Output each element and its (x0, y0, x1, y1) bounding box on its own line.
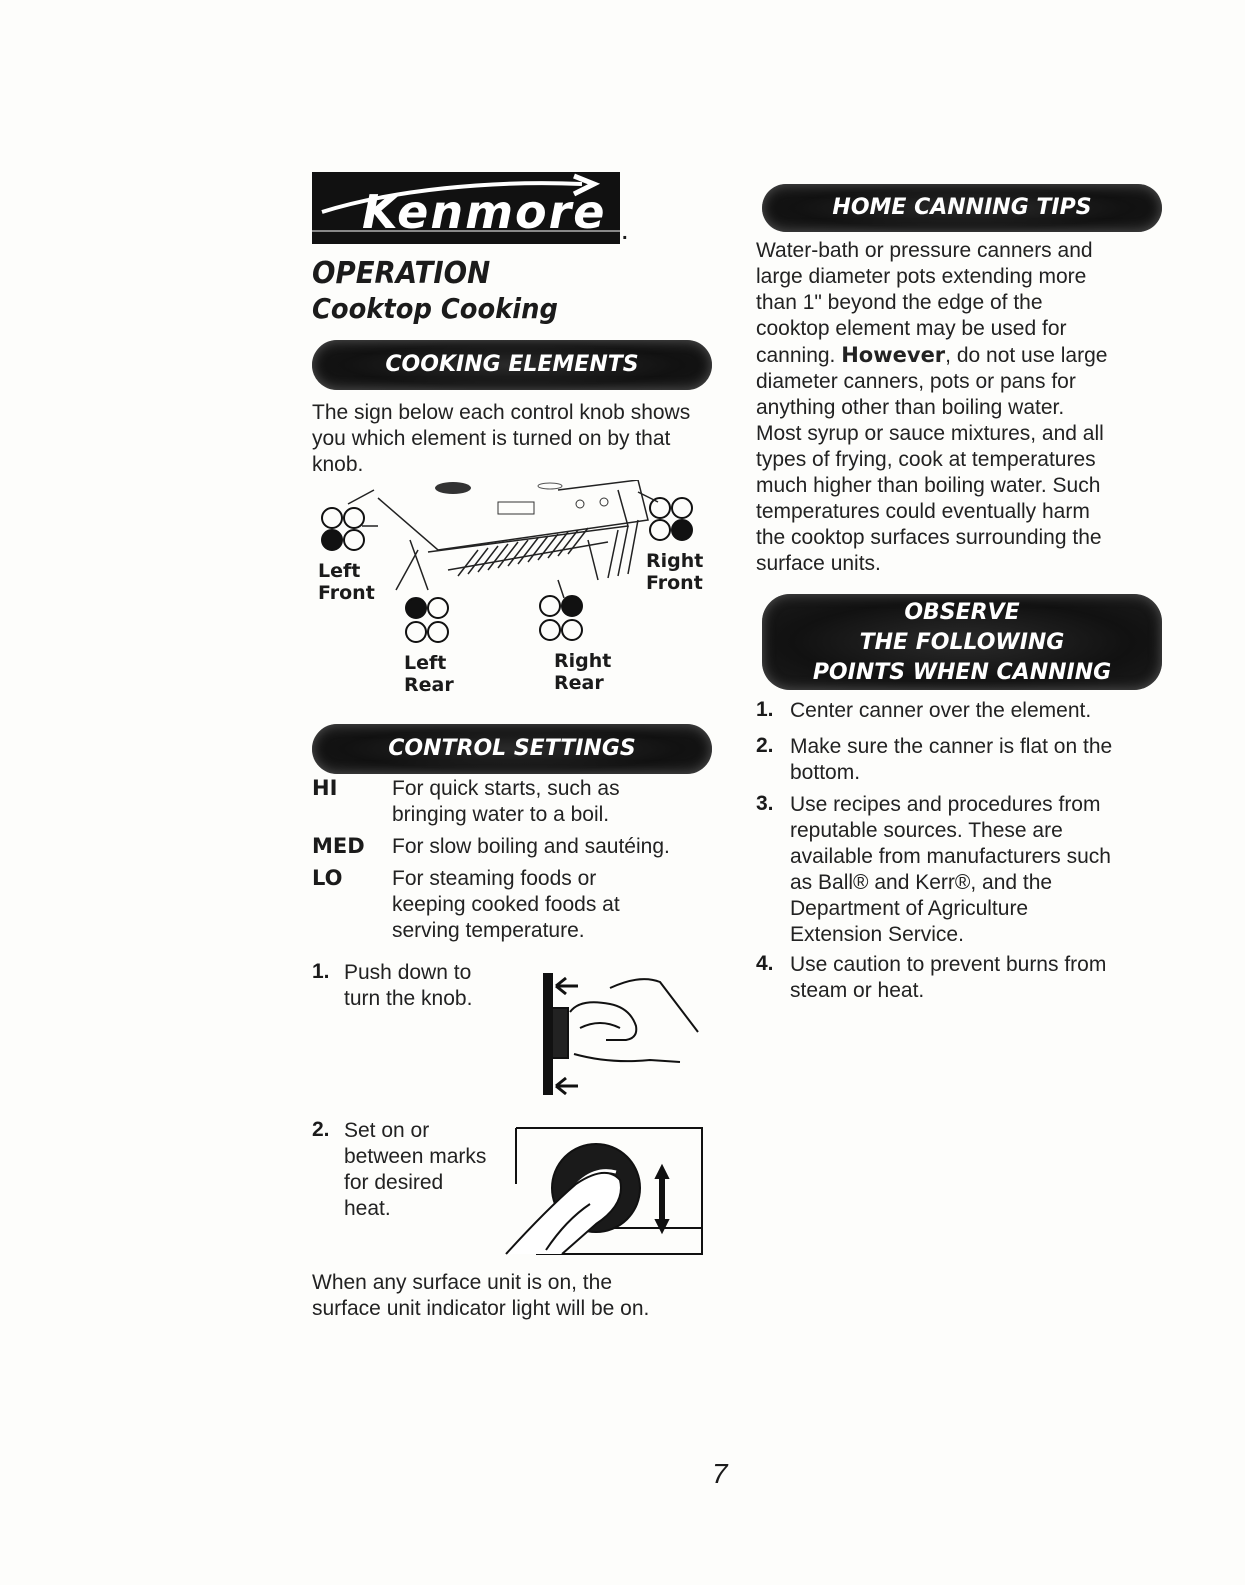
home-canning-line: Water-bath or pressure canners and (756, 239, 1093, 262)
cooking-elements-heading-text: COOKING ELEMENTS (385, 352, 639, 377)
cooktop-illustration-icon (318, 480, 718, 710)
step-2-line: Set on or (344, 1119, 430, 1142)
setting-hi-key: HI (312, 776, 338, 800)
observe-item-2-number: 2. (756, 734, 774, 757)
home-canning-prefix: canning. (756, 344, 842, 367)
observe-item-line: Department of Agriculture (790, 897, 1029, 920)
label-right-rear-line1: Right (554, 650, 612, 672)
indicator-note-line: surface unit indicator light will be on. (312, 1297, 650, 1320)
observe-heading-line: POINTS WHEN CANNING (812, 660, 1112, 685)
observe-item-line: Extension Service. (790, 923, 964, 946)
home-canning-line: temperatures could eventually harm (756, 500, 1090, 523)
observe-item-line: Use recipes and procedures from (790, 793, 1101, 816)
setting-lo-desc-line: keeping cooked foods at (392, 893, 620, 916)
step-2-text (344, 1118, 486, 1222)
home-canning-line: Most syrup or sauce mixtures, and all (756, 422, 1104, 445)
cooking-elements-heading (312, 340, 712, 390)
label-right-front-line2: Front (646, 572, 703, 594)
label-right-front-line1: Right (646, 550, 704, 572)
home-canning-line: the cooktop surfaces surrounding the (756, 526, 1102, 549)
label-right-rear-line2: Rear (554, 672, 604, 694)
observe-heading (762, 594, 1162, 690)
observe-item-3 (790, 792, 1111, 948)
observe-item-4-number: 4. (756, 952, 774, 975)
label-left-rear (404, 652, 454, 696)
push-knob-illustration-icon (540, 968, 710, 1100)
indicator-note-line: When any surface unit is on, the (312, 1271, 612, 1294)
setting-hi-desc-line: bringing water to a boil. (392, 803, 610, 826)
observe-item-1 (790, 698, 1091, 724)
step-2-number: 2. (312, 1118, 330, 1141)
indicator-note (312, 1270, 649, 1322)
observe-item-line: Use caution to prevent burns from (790, 953, 1107, 976)
setting-lo-desc-line: For steaming foods or (392, 867, 597, 890)
home-canning-line: anything other than boiling water. (756, 396, 1065, 419)
home-canning-line: surface units. (756, 552, 881, 575)
setting-lo-desc-line: serving temperature. (392, 919, 585, 942)
observe-item-line: Center canner over the element. (790, 699, 1092, 722)
home-canning-line: much higher than boiling water. Such (756, 474, 1101, 497)
observe-item-line: bottom. (790, 761, 861, 784)
observe-item-line: Make sure the canner is flat on the (790, 735, 1113, 758)
observe-item-line: available from manufacturers such (790, 845, 1111, 868)
set-knob-illustration-icon (486, 1124, 706, 1260)
setting-lo-key: LO (312, 866, 343, 890)
home-canning-line (756, 342, 1156, 369)
step-2-line: heat. (344, 1197, 391, 1220)
burner-diagram (318, 480, 718, 710)
logo-text: Kenmore (362, 185, 607, 239)
step-1-line: Push down to (344, 961, 472, 984)
observe-heading-line: OBSERVE (904, 600, 1020, 625)
home-canning-heading (762, 184, 1162, 232)
step-2-line: between marks (344, 1145, 487, 1168)
home-canning-however: However (841, 343, 946, 367)
setting-med-desc (392, 834, 670, 860)
step-1-number: 1. (312, 960, 330, 983)
setting-med-key: MED (312, 834, 365, 858)
step-2-line: for desired (344, 1171, 444, 1194)
step-1-text (344, 960, 472, 1012)
home-canning-paragraph (756, 238, 1156, 577)
home-canning-line: cooktop element may be used for (756, 317, 1067, 340)
cooking-elements-intro: The sign below each control knob shows you which element is turned on by that knob. (312, 401, 691, 476)
observe-heading-line: THE FOLLOWING (859, 630, 1065, 655)
kenmore-logo (312, 172, 620, 244)
control-settings-heading (312, 724, 712, 774)
label-left-front (318, 560, 375, 604)
observe-item-2 (790, 734, 1112, 786)
logo-dot: . (622, 222, 628, 244)
home-canning-heading-text: HOME CANNING TIPS (832, 195, 1092, 220)
observe-item-3-number: 3. (756, 792, 774, 815)
step-1-line: turn the knob. (344, 987, 473, 1010)
observe-item-1-number: 1. (756, 698, 774, 721)
observe-item-line: steam or heat. (790, 979, 925, 1002)
setting-hi-desc-line: For quick starts, such as (392, 777, 620, 800)
label-left-rear-line2: Rear (404, 674, 454, 696)
home-canning-line: than 1" beyond the edge of the (756, 291, 1043, 314)
setting-hi-desc (392, 776, 620, 828)
setting-med-desc-line: For slow boiling and sautéing. (392, 835, 670, 858)
observe-item-4 (790, 952, 1106, 1004)
page-subtitle: Cooktop Cooking (312, 292, 558, 325)
home-canning-line: diameter canners, pots or pans for (756, 370, 1076, 393)
observe-item-line: as Ball® and Kerr®, and the (790, 871, 1053, 894)
label-right-front (646, 550, 703, 594)
label-right-rear (554, 650, 611, 694)
setting-lo-desc (392, 866, 620, 944)
label-left-front-line1: Left (318, 560, 361, 582)
label-left-front-line2: Front (318, 582, 375, 604)
control-settings-heading-text: CONTROL SETTINGS (388, 736, 636, 761)
home-canning-line: large diameter pots extending more (756, 265, 1087, 288)
label-left-rear-line1: Left (404, 652, 447, 674)
observe-item-line: reputable sources. These are (790, 819, 1063, 842)
page-title: OPERATION (312, 256, 491, 291)
home-canning-line: types of frying, cook at temperatures (756, 448, 1096, 471)
page-number: 7 (712, 1458, 728, 1489)
home-canning-suffix: , do not use large (945, 344, 1108, 367)
